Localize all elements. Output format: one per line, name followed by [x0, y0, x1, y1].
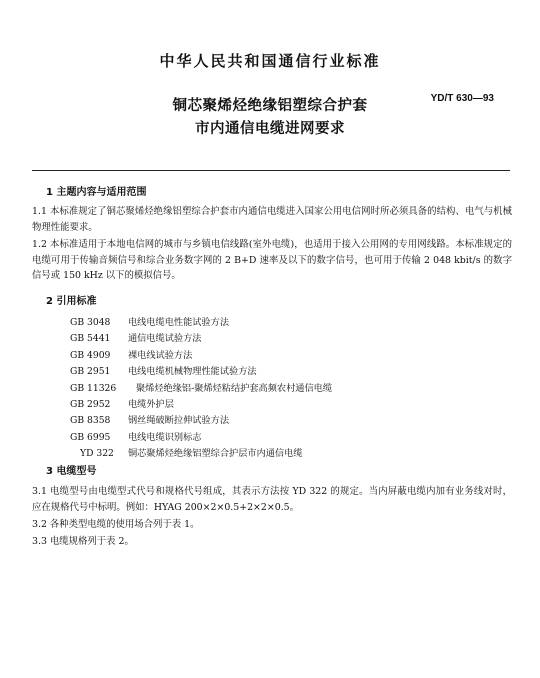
- reference-code: YD 322: [80, 448, 114, 460]
- reference-title: 钢丝绳破断拉伸试验方法: [128, 415, 230, 427]
- reference-item: [70, 348, 510, 364]
- section-3-1-paragraph: 3.1 电缆型号由电缆型式代号和规格代号组成，其表示方法按 YD 322 的规定。当内屏蔽电缆内加有业务线对时，应在规格代号中标明。例如：HYAG 200×2×0.5+2×2×0.5。: [32, 486, 512, 513]
- reference-item: [70, 430, 510, 446]
- reference-list: [70, 315, 510, 463]
- reference-item: [70, 364, 510, 380]
- reference-title: 电线电缆机械物理性能试验方法: [128, 366, 257, 378]
- reference-item: [80, 446, 510, 462]
- standard-code: YD/T 630—93: [430, 93, 494, 104]
- section-1-2-paragraph: 1.2 本标准适用于本地电信网的城市与乡镇电信线路(室外电缆)，也适用于接入公用网的专用网线路。本标准规定的电缆可用于传输音频信号和综合业务数字网的 2 B+D 速率及以下的数字信号，也可用于传输 2 048 kbit/s 的数字信号或 150 kHz 以下的模拟信号。: [32, 239, 512, 281]
- section-3-3-paragraph: 3.3 电缆规格列于表 2。: [32, 536, 134, 547]
- reference-title: 电线电缆电性能试验方法: [128, 317, 230, 328]
- reference-code: GB 11326: [70, 382, 117, 394]
- reference-code: GB 2951: [70, 366, 111, 378]
- reference-title: 铜芯聚烯烃绝缘铝塑综合护层市内通信电缆: [128, 448, 303, 460]
- reference-item: [70, 381, 510, 397]
- title-divider: [32, 170, 510, 171]
- document-title: [0, 95, 540, 141]
- reference-item: [70, 397, 510, 413]
- reference-title: 聚烯烃绝缘铝-聚烯烃粘结护套高频农村通信电缆: [136, 382, 333, 394]
- section-2-heading: 2 引用标准: [46, 296, 97, 307]
- section-3-heading: 3 电缆型号: [46, 466, 97, 477]
- reference-item: [70, 315, 510, 331]
- section-1-1-paragraph: 1.1 本标准规定了铜芯聚烯烃绝缘铝塑综合护套市内通信电缆进入国家公用电信网时所必须具备的结构、电气与机械物理性能要求。: [32, 206, 512, 233]
- reference-code: GB 2952: [70, 399, 111, 411]
- reference-title: 裸电线试验方法: [128, 349, 193, 361]
- reference-code: GB 4909: [70, 349, 111, 361]
- document-title-line1: 铜芯聚烯烃绝缘铝塑综合护套: [172, 98, 368, 114]
- reference-item: [70, 331, 510, 347]
- header-title: 中华人民共和国通信行业标准: [159, 52, 381, 70]
- reference-code: GB 6995: [70, 431, 111, 443]
- document-title-line2: 市内通信电缆进网要求: [195, 121, 345, 137]
- reference-title: 通信电缆试验方法: [128, 333, 202, 345]
- reference-title: 电线电缆识别标志: [128, 431, 202, 443]
- reference-title: 电缆外护层: [128, 399, 174, 411]
- section-1-heading: 1 主题内容与适用范围: [46, 187, 147, 198]
- reference-code: GB 5441: [70, 333, 111, 345]
- reference-code: GB 3048: [70, 317, 111, 328]
- reference-item: [70, 413, 510, 429]
- section-3-2-paragraph: 3.2 各种类型电缆的使用场合列于表 1。: [32, 519, 200, 530]
- reference-code: GB 8358: [70, 415, 111, 427]
